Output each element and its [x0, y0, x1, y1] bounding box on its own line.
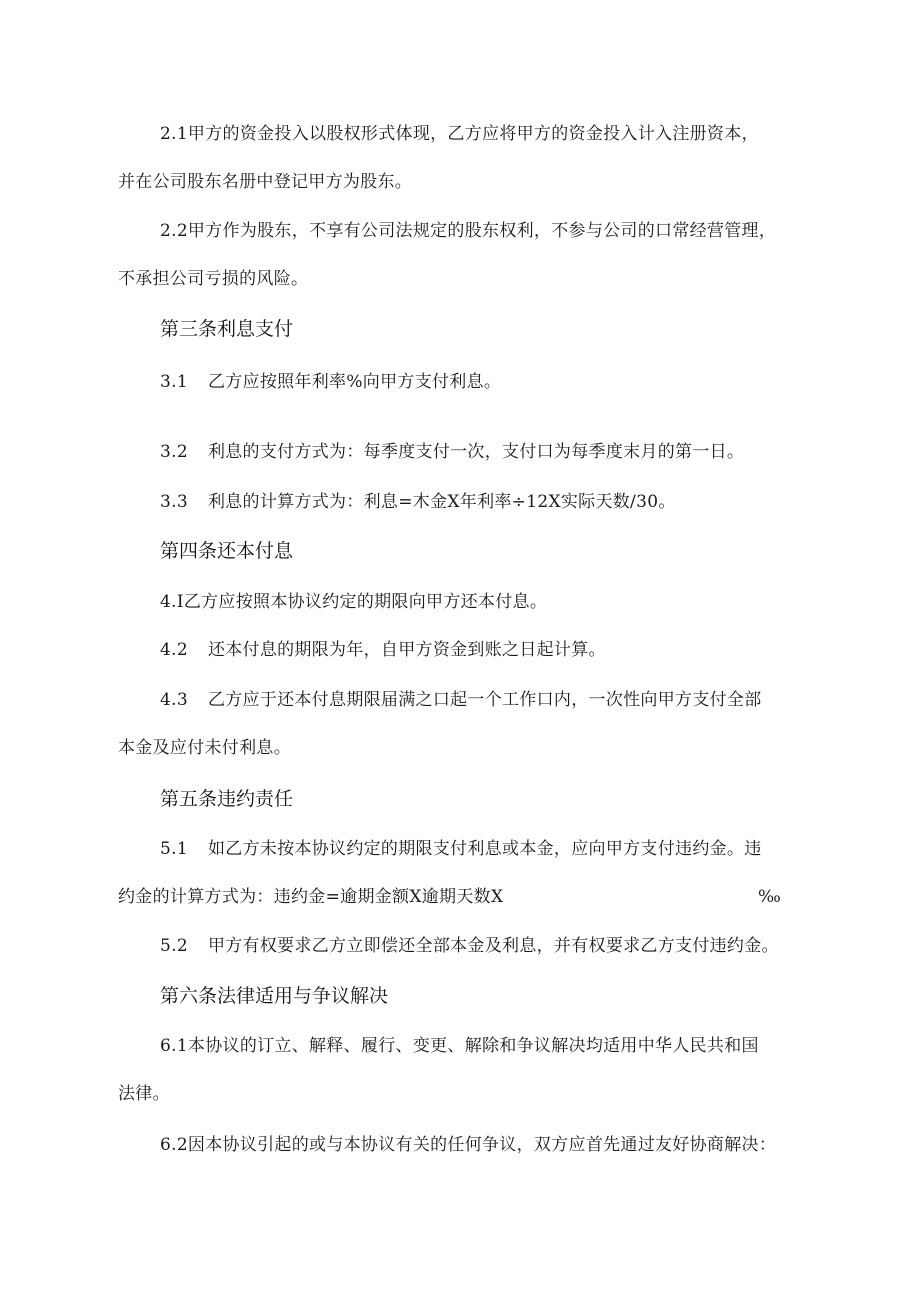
clause-5-1 — [160, 837, 762, 861]
clause-4-3-text: 乙方应于还本付息期限届满之口起一个工作口内，一次性向甲方支付全部 — [207, 690, 762, 710]
clause-3-2 — [160, 440, 744, 464]
clause-2-1-line-1: 2.1甲方的资金投入以股权形式体现，乙方应将甲方的资金投入计入注册资本， — [160, 124, 759, 144]
clause-4-3-line-2: 本金及应付未付利息。 — [118, 738, 291, 758]
clause-3-3-text: 利息的计算方式为：利息=木金X年利率÷12X实际天数/30。 — [207, 492, 676, 512]
article-3-heading: 第三条利息支付 — [160, 318, 294, 340]
clause-3-2-number: 3.2 — [160, 442, 188, 462]
clause-3-3 — [160, 490, 676, 514]
article-4-heading: 第四条还本付息 — [160, 540, 294, 562]
clause-6-1-line-1: 6.1本协议的订立、解释、履行、变更、解除和争议解决均适用中华人民共和国 — [160, 1036, 759, 1056]
clause-5-2 — [160, 934, 779, 958]
clause-4-2-number: 4.2 — [160, 640, 188, 660]
clause-4-2-text: 还本付息的期限为年，自甲方资金到账之日起计算。 — [207, 640, 606, 660]
clause-3-3-number: 3.3 — [160, 492, 188, 512]
article-6-heading: 第六条法律适用与争议解决 — [160, 985, 389, 1007]
clause-3-1 — [160, 370, 501, 394]
clause-3-1-text: 乙方应按照年利率%向甲方支付利息。 — [207, 372, 502, 392]
article-5-heading: 第五条违约责任 — [160, 788, 294, 810]
clause-2-1-line-2: 并在公司股东名册中登记甲方为股东。 — [118, 172, 413, 192]
clause-4-3 — [160, 688, 762, 712]
clause-2-2-line-1: 2.2甲方作为股东，不享有公司法规定的股东权利，不参与公司的口常经营管理， — [160, 221, 777, 241]
clause-4-1: 4.I乙方应按照本协议约定的期限向甲方还本付息。 — [160, 592, 548, 612]
clause-4-3-number: 4.3 — [160, 690, 188, 710]
clause-2-2-line-2: 不承担公司亏损的风险。 — [118, 269, 309, 289]
clause-5-1-line-2: 约金的计算方式为：违约金=逾期金额X逾期天数X — [118, 887, 504, 907]
clause-4-2 — [160, 638, 606, 662]
clause-6-2-line-1: 6.2因本协议引起的或与本协议有关的任何争议，双方应首先通过友好协商解决： — [160, 1135, 777, 1155]
clause-3-2-text: 利息的支付方式为：每季度支付一次，支付口为每季度末月的第一日。 — [207, 442, 745, 462]
clause-5-1-tail: ‰ — [758, 887, 782, 907]
clause-5-1-number: 5.1 — [160, 839, 188, 859]
clause-6-1-line-2: 法律。 — [118, 1084, 170, 1104]
clause-5-2-number: 5.2 — [160, 936, 188, 956]
clause-3-1-number: 3.1 — [160, 372, 188, 392]
clause-5-1-text: 如乙方未按本协议约定的期限支付利息或本金，应向甲方支付违约金。违 — [207, 839, 762, 859]
clause-5-2-text: 甲方有权要求乙方立即偿还全部本金及利息，并有权要求乙方支付违约金。 — [207, 936, 779, 956]
